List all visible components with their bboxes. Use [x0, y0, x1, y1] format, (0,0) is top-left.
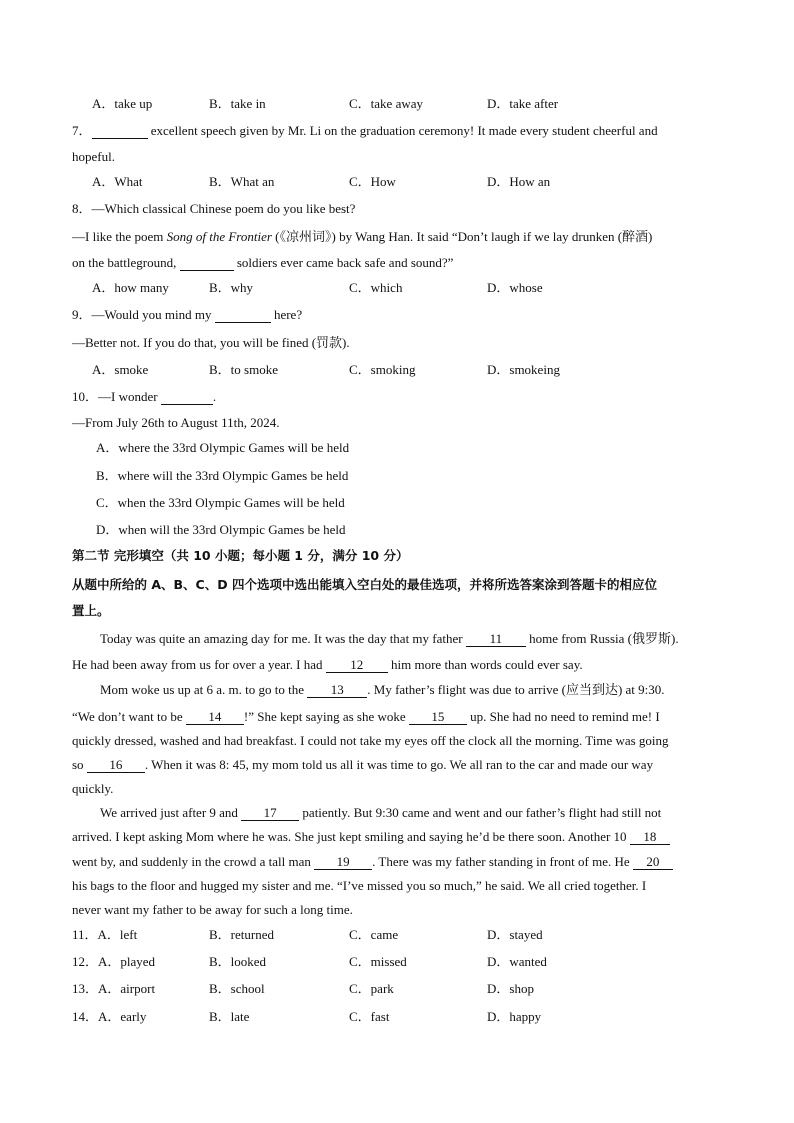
passage-text: went by, and suddenly in the crowd a tall man	[72, 854, 315, 869]
passage-text: !” She kept saying as she woke	[243, 709, 409, 724]
option-a: A．left	[97, 927, 138, 942]
question-number: 13．	[72, 981, 99, 996]
passage-text: “We don’t want to be	[72, 709, 186, 724]
option-b: B．why	[209, 280, 254, 295]
option-c: C．take away	[349, 96, 424, 111]
option-c: C．fast	[349, 1009, 390, 1024]
option-row-13	[72, 980, 155, 998]
stem-text: —I wonder	[98, 389, 161, 404]
passage-text: . When it was 8: 45, my mom told us all it was time to go. We all ran to the car and made our way	[144, 757, 654, 772]
option-d: D．How an	[487, 174, 551, 189]
option-a: A．What	[92, 174, 143, 189]
stem-text-line2: hopeful.	[72, 149, 115, 164]
passage-line: his bags to the floor and hugged my sister and me. “I’ve missed you so much,” he said. We all cried together. I	[72, 878, 647, 893]
passage-line: never want my father to be away for such a long time.	[72, 902, 353, 917]
option-d: D．whose	[487, 280, 543, 295]
stem-text: —Would you mind my	[91, 307, 215, 322]
question-9-stem	[72, 306, 302, 324]
passage-text: home from Russia (俄罗斯).	[525, 631, 679, 646]
option-b: B．take in	[209, 96, 266, 111]
blank-12: 12	[326, 658, 388, 673]
option-d: D．smokeing	[487, 362, 560, 377]
passage-line	[100, 630, 679, 648]
option-b: B．looked	[209, 954, 267, 969]
option-a: A．airport	[98, 981, 156, 996]
question-10-stem	[72, 388, 216, 406]
option-b: B．What an	[209, 174, 275, 189]
blank-16: 16	[87, 758, 145, 773]
option-c: C．How	[349, 174, 396, 189]
question-number: 7．	[72, 123, 92, 138]
stem-text: excellent speech given by Mr. Li on the graduation ceremony! It made every student cheerful and	[147, 123, 658, 138]
passage-line	[72, 853, 673, 871]
blank-14: 14	[186, 710, 244, 725]
stem-text: .	[212, 389, 217, 404]
option-d: D．happy	[487, 1009, 542, 1024]
option-d: D．take after	[487, 96, 559, 111]
passage-text: . My father’s flight was due to arrive (应当到达) at 9:30.	[367, 682, 665, 697]
question-number: 10．	[72, 389, 99, 404]
passage-text: so	[72, 757, 87, 772]
stem-text: here?	[270, 307, 303, 322]
passage-line	[100, 681, 665, 699]
passage-text: up. She had no need to remind me! I	[466, 709, 660, 724]
blank-11: 11	[466, 632, 526, 647]
section-instruction: 从题中所给的 A、B、C、D 四个选项中选出能填入空白处的最佳选项，并将所选答案涂到答题卡的相应位	[72, 577, 657, 592]
passage-line	[72, 656, 583, 674]
dialogue-text: —I like the poem	[72, 229, 167, 244]
dialogue-line	[72, 254, 453, 272]
question-8-stem	[72, 200, 355, 218]
passage-text: Mom woke us up at 6 a. m. to go to the	[100, 682, 308, 697]
question-number: 9．	[72, 307, 92, 322]
passage-text: patiently. But 9:30 came and went and our father’s flight had still not	[299, 805, 662, 820]
option-a: A．where the 33rd Olympic Games will be held	[96, 440, 350, 455]
blank-17: 17	[241, 806, 299, 821]
question-number: 11．	[72, 927, 98, 942]
blank-20: 20	[633, 855, 673, 870]
option-b: B．school	[209, 981, 265, 996]
passage-text: He had been away from us for over a year. I had	[72, 657, 326, 672]
option-c: C．when the 33rd Olympic Games will be held	[96, 495, 345, 510]
blank-13: 13	[307, 683, 367, 698]
option-a: A．early	[98, 1009, 147, 1024]
dialogue-line: —From July 26th to August 11th, 2024.	[72, 415, 280, 430]
passage-line: quickly dressed, washed and had breakfast. I could not take my eyes off the clock all the morning. Time was going	[72, 733, 669, 748]
dialogue-text: soldiers ever came back safe and sound?”	[233, 255, 454, 270]
option-b: B．late	[209, 1009, 250, 1024]
option-c: C．smoking	[349, 362, 416, 377]
option-row-12	[72, 953, 155, 971]
option-d: D．wanted	[487, 954, 547, 969]
passage-line	[100, 804, 661, 822]
option-d: D．stayed	[487, 927, 543, 942]
passage-line	[72, 708, 660, 726]
poem-title: Song of the Frontier	[166, 229, 272, 244]
option-a: A．take up	[92, 96, 153, 111]
option-d: D．when will the 33rd Olympic Games be held	[96, 522, 346, 537]
option-a: A．how many	[92, 280, 169, 295]
passage-text: him more than words could ever say.	[387, 657, 583, 672]
option-c: C．missed	[349, 954, 407, 969]
passage-line: quickly.	[72, 781, 114, 796]
option-b: B．returned	[209, 927, 274, 942]
question-number: 8．	[72, 201, 92, 216]
dialogue-line	[72, 228, 652, 246]
passage-text: . There was my father standing in front of me. He	[372, 854, 633, 869]
passage-text: arrived. I kept asking Mom where he was. She just kept smiling and saying he’d be there soon. Another 10	[72, 829, 630, 844]
option-a: A．smoke	[92, 362, 149, 377]
option-c: C．park	[349, 981, 394, 996]
passage-text: Today was quite an amazing day for me. It was the day that my father	[100, 631, 466, 646]
question-number: 14．	[72, 1009, 99, 1024]
dialogue-text: (《凉州词》) by Wang Han. It said “Don’t laugh if we lay drunken (醉酒)	[271, 229, 653, 244]
passage-line	[72, 828, 670, 846]
passage-text: We arrived just after 9 and	[100, 805, 242, 820]
option-a: A．played	[98, 954, 156, 969]
section-instruction-line2: 置上。	[72, 603, 110, 618]
blank-15: 15	[409, 710, 467, 725]
blank-19: 19	[314, 855, 372, 870]
passage-line	[72, 756, 653, 774]
answer-blank	[180, 256, 234, 271]
dialogue-text: on the battleground,	[72, 255, 180, 270]
option-b: B．to smoke	[209, 362, 278, 377]
blank-18: 18	[630, 830, 670, 845]
option-row-14	[72, 1008, 146, 1026]
dialogue-line: —Better not. If you do that, you will be fined (罚款).	[72, 335, 350, 350]
section-heading: 第二节 完形填空（共 10 小题；每小题 1 分，满分 10 分）	[72, 548, 409, 563]
answer-blank	[161, 390, 213, 405]
option-b: B．where will the 33rd Olympic Games be held	[96, 468, 349, 483]
option-c: C．which	[349, 280, 403, 295]
answer-blank	[92, 124, 148, 139]
question-number: 12．	[72, 954, 99, 969]
option-d: D．shop	[487, 981, 534, 996]
option-c: C．came	[349, 927, 399, 942]
question-7-stem	[72, 122, 658, 140]
answer-blank	[215, 308, 271, 323]
stem-text: —Which classical Chinese poem do you like best?	[91, 201, 356, 216]
option-row-11	[72, 926, 137, 944]
